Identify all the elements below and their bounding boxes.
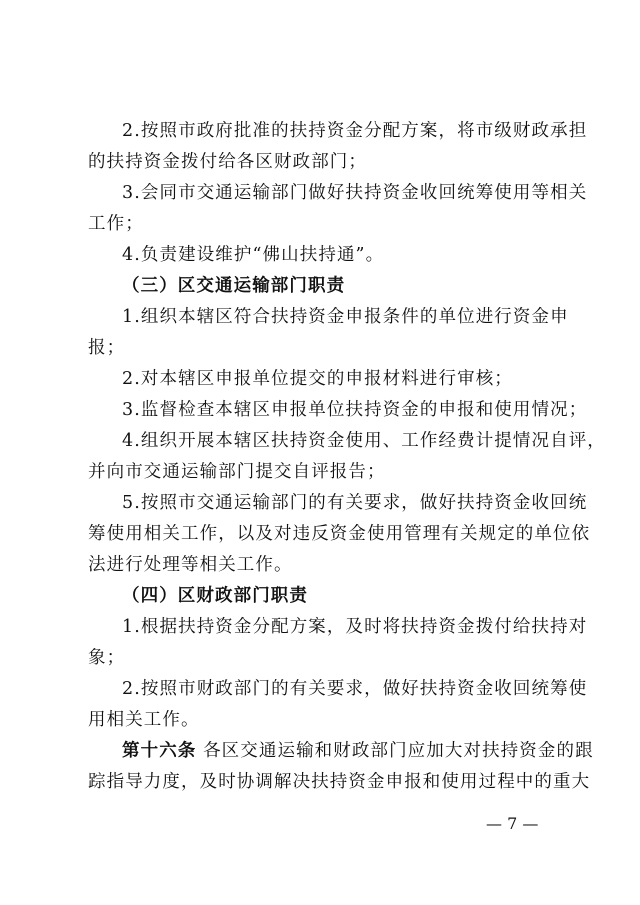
paragraph-line: 2.对本辖区申报单位提交的申报材料进行审核； — [122, 369, 513, 389]
paragraph-line: 报； — [88, 338, 126, 358]
paragraph-line: 5.按照市交通运输部门的有关要求，做好扶持资金收回统 — [122, 493, 588, 513]
paragraph-line: 1.根据扶持资金分配方案，及时将扶持资金拨付给扶持对 — [122, 617, 588, 637]
paragraph-line: 的扶持资金拨付给各区财政部门； — [88, 152, 367, 172]
paragraph-line: 踪指导力度，及时协调解决扶持资金申报和使用过程中的重大 — [88, 772, 591, 792]
article-line — [122, 741, 602, 761]
paragraph-line: 2.按照市财政部门的有关要求，做好扶持资金收回统筹使 — [122, 679, 588, 699]
page-number: — 7 — — [486, 814, 539, 833]
section-heading: （三）区交通运输部门职责 — [122, 276, 346, 296]
paragraph-line: 象； — [88, 648, 126, 668]
article-label: 第十六条 — [122, 741, 197, 761]
paragraph-line: 3.监督检查本辖区申报单位扶持资金的申报和使用情况； — [122, 400, 588, 420]
paragraph-line: 4.负责建设维护“佛山扶持通”。 — [122, 245, 385, 265]
paragraph-line: 2.按照市政府批准的扶持资金分配方案，将市级财政承担 — [122, 121, 588, 141]
paragraph-line: 4.组织开展本辖区扶持资金使用、工作经费计提情况自评， — [122, 431, 606, 451]
section-heading: （四）区财政部门职责 — [122, 586, 308, 606]
paragraph-line: 并向市交通运输部门提交自评报告； — [88, 462, 386, 482]
paragraph-line: 3.会同市交通运输部门做好扶持资金收回统筹使用等相关 — [122, 183, 588, 203]
paragraph-line: 用相关工作。 — [88, 710, 200, 730]
paragraph-line: 工作； — [88, 214, 144, 234]
paragraph-line: 筹使用相关工作，以及对违反资金使用管理有关规定的单位依 — [88, 524, 591, 544]
paragraph-line: 法进行处理等相关工作。 — [88, 555, 293, 575]
paragraph-line: 1.组织本辖区符合扶持资金申报条件的单位进行资金申 — [122, 307, 569, 327]
article-text: 各区交通运输和财政部门应加大对扶持资金的跟 — [196, 741, 594, 761]
